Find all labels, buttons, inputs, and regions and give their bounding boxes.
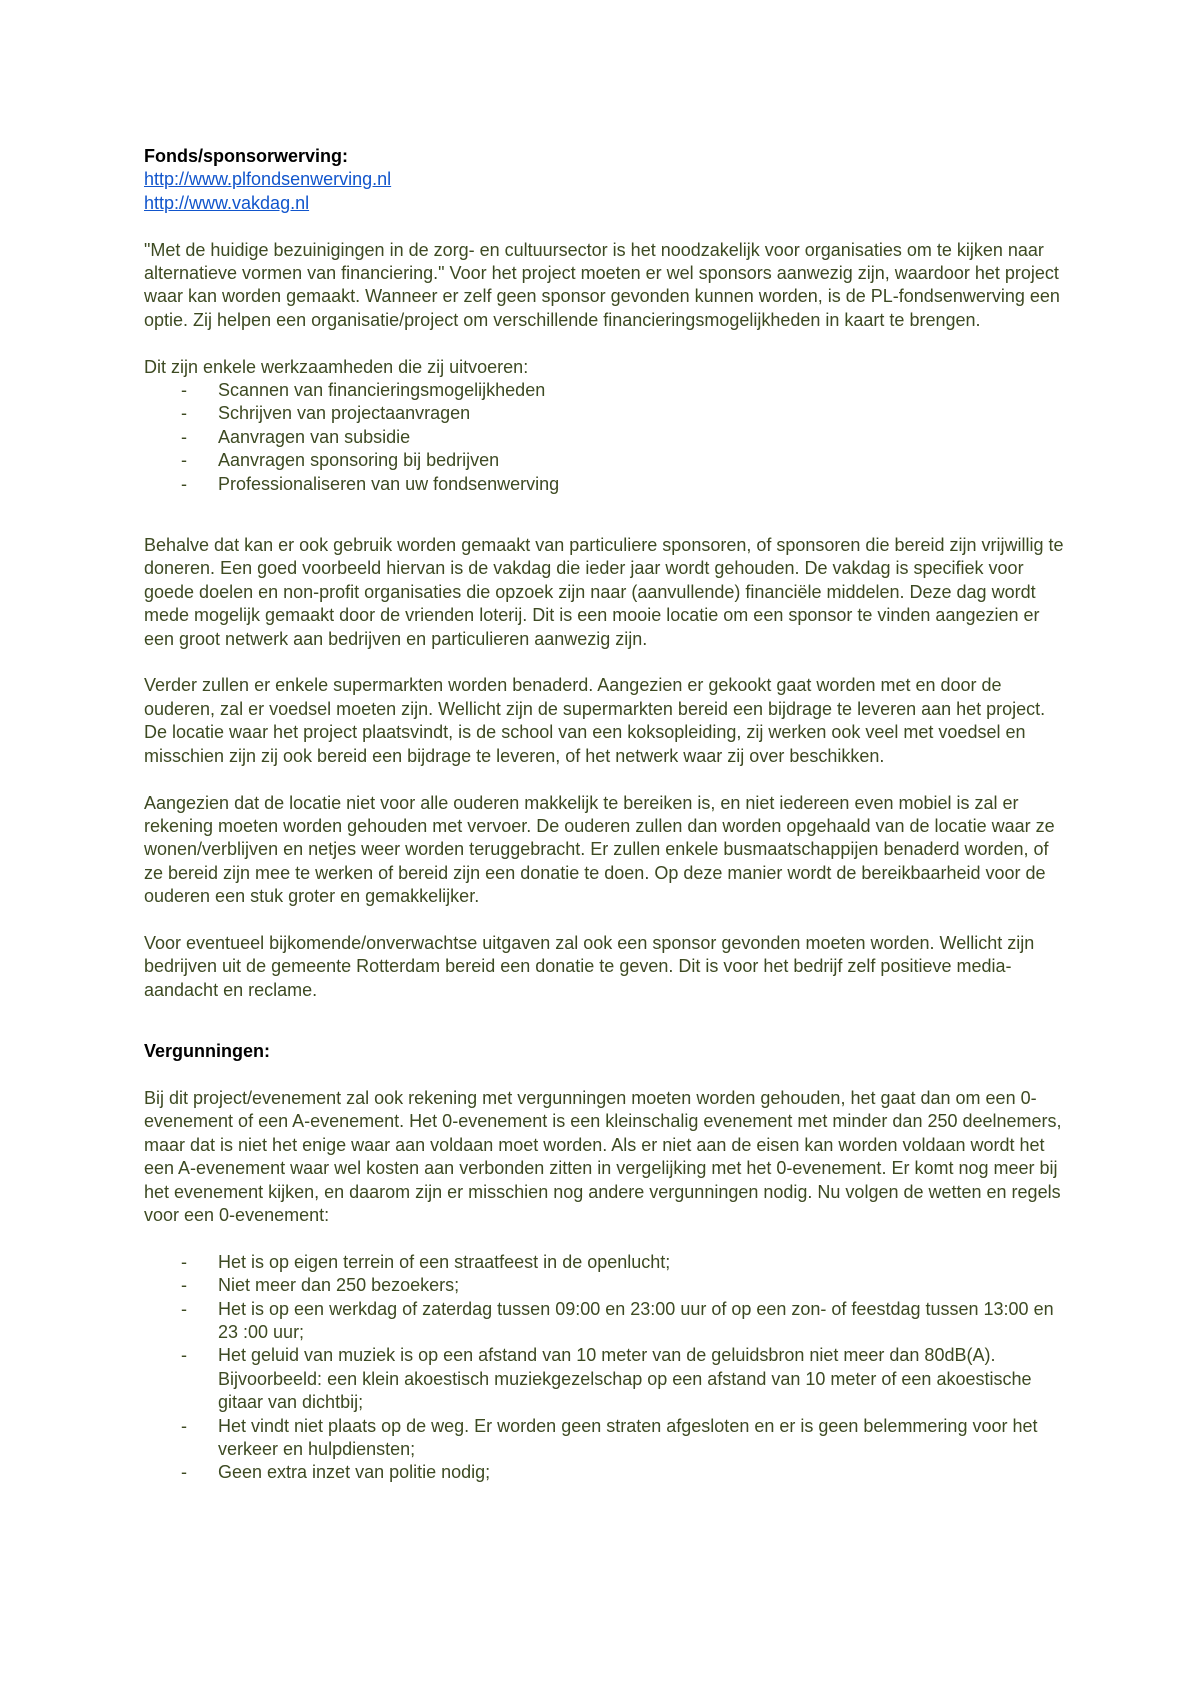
document-page — [144, 145, 1064, 1485]
list-item — [144, 1274, 1064, 1297]
list-item — [144, 1251, 1064, 1274]
dash-bullet: - — [181, 1275, 187, 1296]
dash-bullet: - — [181, 1462, 187, 1483]
paragraph-vakdag: Behalve dat kan er ook gebruik worden gemaakt van particuliere sponsoren, of sponsoren die bereid zijn vrijwillig te doneren. Een goed voorbeeld hiervan is de vakdag die ieder jaar wordt gehouden. De vakdag is specifiek voor goede doelen en non-profit organisaties die opzoek zijn naar (aanvullende) financiële middelen. Deze dag wordt mede mogelijk gemaakt door de vrienden loterij. Dit is een mooie locatie om een sponsor te vinden aangezien er een groot netwerk aan bedrijven en particulieren aanwezig zijn. — [144, 535, 1064, 649]
link-vakdag[interactable]: http://www.vakdag.nl — [144, 192, 310, 213]
dash-bullet: - — [181, 1298, 187, 1319]
list-item — [144, 1461, 1064, 1484]
list-item — [144, 1298, 1064, 1345]
spacer — [144, 909, 1064, 932]
section-heading-fondsenwerving: Fonds/sponsorwerving: — [144, 146, 349, 166]
list-item — [144, 402, 1064, 425]
paragraph-vergunningen-intro: Bij dit project/evenement zal ook rekening met vergunningen moeten worden gehouden, het gaat dan om een 0-evenement of een A-evenement. Het 0-evenement is een kleinschalig evenement met minder dan 250 deelnemers, maar dat is niet het enige waar aan voldaan moet worden. Als er niet aan de eisen kan worden voldaan wordt het een A-evenement waar wel kosten aan verbonden zitten in vergelijking met het 0-evenement. Er komt nog meer bij het evenement kijken, en daarom zijn er misschien nog andere vergunningen nodig. Nu volgen de wetten en regels voor een 0-evenement: — [144, 1087, 1062, 1225]
dash-bullet: - — [181, 403, 187, 424]
list-item — [144, 473, 1064, 496]
list-item-text: Het vindt niet plaats op de weg. Er worden geen straten afgesloten en er is geen belemmering voor het verkeer en hulpdiensten; — [218, 1415, 1038, 1460]
list-item — [144, 379, 1064, 402]
list-item-text: Aanvragen van subsidie — [218, 426, 411, 447]
list-item-text: Geen extra inzet van politie nodig; — [218, 1462, 491, 1483]
paragraph-supermarkten: Verder zullen er enkele supermarkten worden benaderd. Aangezien er gekookt gaat worden met en door de ouderen, zal er voedsel moeten zijn. Wellicht zijn de supermarkten bereid een bijdrage te leveren aan het project. De locatie waar het project plaatsvindt, is de school van een koksopleiding, zij werken ook veel met voedsel en misschien zijn zij ook bereid een bijdrage te leveren, of het netwerk waar zij over beschikken. — [144, 675, 1046, 766]
list-item — [144, 1344, 1064, 1414]
list-item — [144, 449, 1064, 472]
list-item-text: Het geluid van muziek is op een afstand van 10 meter van de geluidsbron niet meer dan 80dB(A). Bijvoorbeeld: een klein akoestisch muziekgezelschap op een afstand van 10 meter of een akoestische gitaar van dichtbij; — [218, 1345, 1032, 1413]
list-item-text: Schrijven van projectaanvragen — [218, 403, 471, 424]
dash-bullet: - — [181, 380, 187, 401]
list-item — [144, 426, 1064, 449]
dash-bullet: - — [181, 1345, 187, 1366]
link-plfondsenwerving[interactable]: http://www.plfondsenwerving.nl — [144, 169, 392, 190]
list-item-text: Scannen van financieringsmogelijkheden — [218, 380, 546, 401]
spacer — [144, 496, 1064, 534]
dash-bullet: - — [181, 1251, 187, 1272]
list-item-text: Professionaliseren van uw fondsenwerving — [218, 473, 560, 494]
dash-bullet: - — [181, 1415, 187, 1436]
paragraph-uitgaven: Voor eventueel bijkomende/onverwachtse uitgaven zal ook een sponsor gevonden moeten worden. Wellicht zijn bedrijven uit de gemeente Rotterdam bereid een donatie te geven. Dit is voor het bedrijf zelf positieve media-aandacht en reclame. — [144, 932, 1035, 1000]
spacer — [144, 1002, 1064, 1040]
regels-list — [144, 1251, 1064, 1485]
section-heading-vergunningen: Vergunningen: — [144, 1041, 270, 1062]
paragraph-vervoer: Aangezien dat de locatie niet voor alle ouderen makkelijk te bereiken is, en niet iedereen even mobiel is zal er rekening moeten worden gehouden met vervoer. De ouderen zullen dan worden opgehaald van de locatie waar ze wonen/verblijven en netjes weer worden teruggebracht. Er zullen enkele busmaatschappijen benaderd worden, of ze bereid zijn mee te werken of bereid zijn een donatie te doen. Op deze manier wordt de bereikbaarheid voor de ouderen een stuk groter en gemakkelijker. — [144, 792, 1055, 907]
list-intro-werkzaamheden: Dit zijn enkele werkzaamheden die zij uitvoeren: — [144, 356, 529, 377]
list-item-text: Niet meer dan 250 bezoekers; — [218, 1275, 460, 1296]
paragraph-intro-fondsenwerving: "Met de huidige bezuinigingen in de zorg- en cultuursector is het noodzakelijk voor organisaties om te kijken naar alternatieve vormen van financiering." Voor het project moeten er wel sponsors aanwezig zijn, waardoor het project waar kan worden gemaakt. Wanneer er zelf geen sponsor gevonden kunnen worden, is de PL-fondsenwerving een optie. Zij helpen een organisatie/project om verschillende financieringsmogelijkheden in kaart te brengen. — [144, 239, 1060, 330]
list-item-text: Het is op een werkdag of zaterdag tussen 09:00 en 23:00 uur of op een zon- of feestdag tussen 13:00 en 23 :00 uur; — [218, 1298, 1054, 1342]
spacer — [144, 768, 1064, 791]
spacer — [144, 332, 1064, 355]
spacer — [144, 1227, 1064, 1250]
list-item-text: Het is op eigen terrein of een straatfeest in de openlucht; — [218, 1251, 671, 1272]
spacer — [144, 1064, 1064, 1087]
werkzaamheden-list — [144, 379, 1064, 496]
dash-bullet: - — [181, 450, 187, 471]
spacer — [144, 215, 1064, 238]
spacer — [144, 651, 1064, 674]
dash-bullet: - — [181, 426, 187, 447]
dash-bullet: - — [181, 473, 187, 494]
list-item-text: Aanvragen sponsoring bij bedrijven — [218, 450, 500, 471]
list-item — [144, 1415, 1064, 1462]
